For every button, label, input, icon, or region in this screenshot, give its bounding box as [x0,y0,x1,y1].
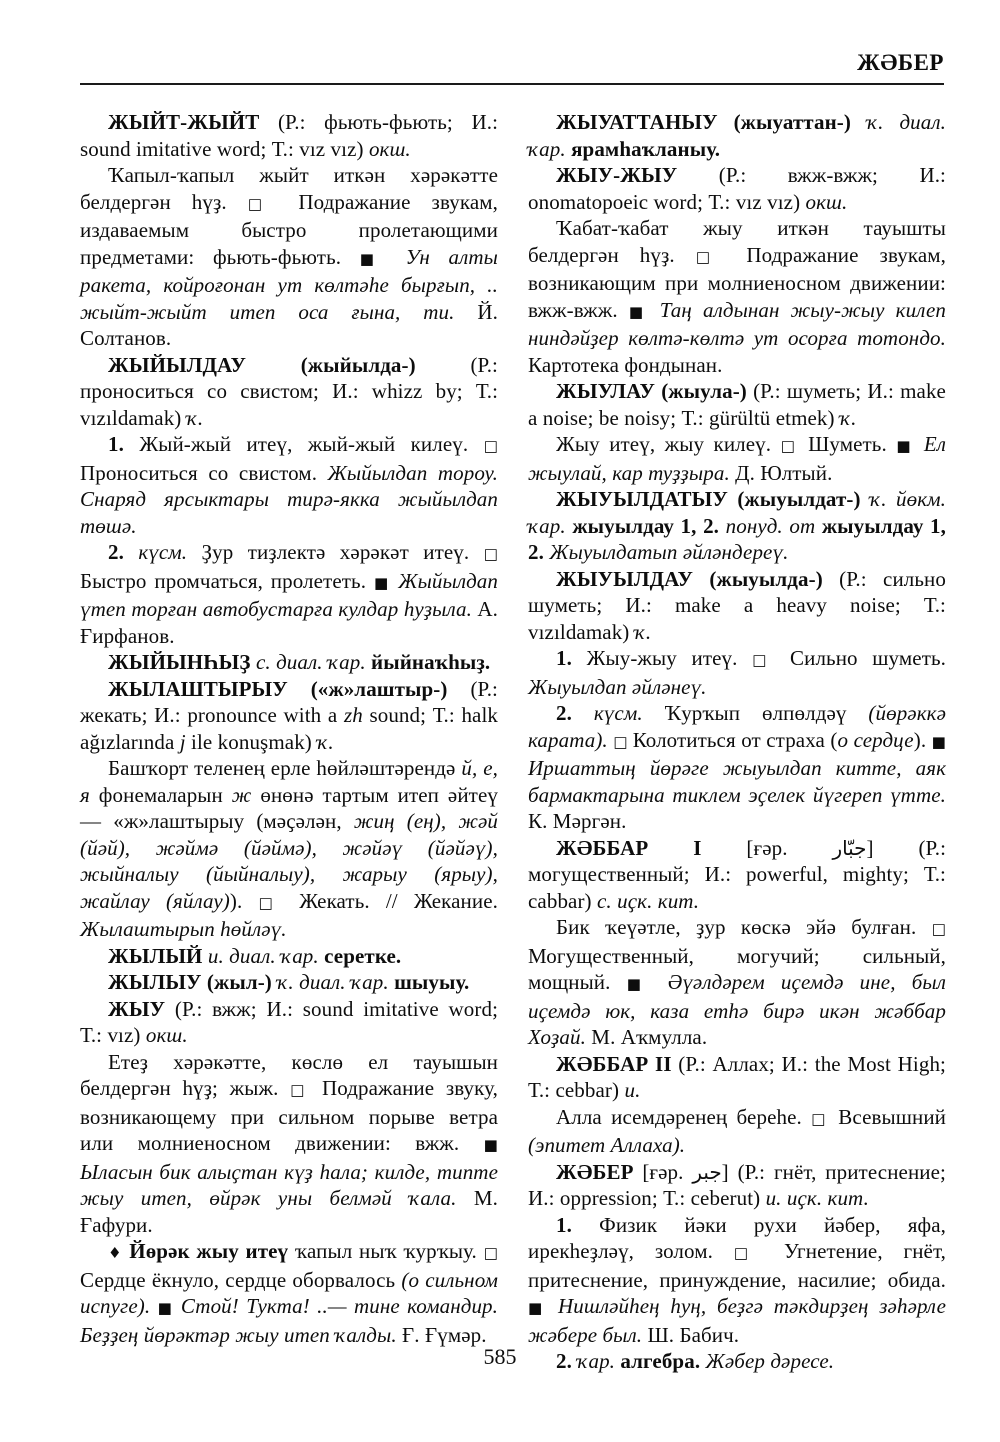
text-run: ЖЫУ [108,996,175,1021]
entry-paragraph [528,215,946,378]
text-run: Нишләйһең һуң, беҙгә тәкдирҙең зәһәрле жәбере был. [528,1294,946,1347]
text-run: Д. Юлтый. [729,460,833,485]
text-run: ҡ. йөкм. ҡар. [528,487,946,538]
column-right [528,109,946,1375]
text-run: Сильно шуметь. [790,646,946,670]
text-run: Жекать. // Жекание. [299,888,498,913]
text-run: Подражание звуку, возникающему при сильном порыве ветра или молниеносном движении: вжж. [80,1076,498,1155]
entry-paragraph [528,1104,946,1159]
text-run: 2. [556,1349,578,1373]
entry-paragraph [528,378,946,431]
text-run: Ш. Бабич. [642,1322,740,1347]
marker-glyph: □ [931,920,946,938]
text-run: ile konuşmak) [185,729,318,754]
text-run: А. Ғирфанов. [80,597,498,648]
text-run: (Р.: жекать; И.: pronounce with a [80,676,498,727]
text-run: (Р.: шуметь; И.: make a noise; be noisy; Т.: gürültü etmek) [528,379,946,430]
text-run: Угнетение, гнёт, притеснение, принуждение, насилие; обида. [528,1239,946,1292]
marker-glyph: ■ [628,302,660,321]
text-run: Ҙур тиҙлектә хәрәкәт итеү. [201,540,484,564]
text-columns [80,109,947,1375]
text-run: 2. [556,701,594,725]
text-run: (йөрәккә карата). [528,701,946,752]
text-run: جبّار [832,835,867,860]
text-run: понуд. от [725,513,822,538]
entry-paragraph [528,914,946,1051]
text-run [150,1294,157,1318]
text-run: Жыуылдап әйләнеү. [528,674,707,699]
text-run: күсм. [138,540,202,564]
text-run: ЖЫУАТТАНЫУ (жыуаттан-) [556,110,867,134]
text-run: Әүәлдәрем иҫемдә ине, был иҫемдә юк, каза етһә бирә икән жәббар Хоҙай. [528,970,946,1049]
text-run: Ҡабат-ҡабат жыу иткән тауышты белдергән һүҙ. [528,216,946,267]
marker-glyph: □ [483,437,498,455]
text-run: [ғәр. [642,1159,693,1184]
entry-paragraph [528,162,946,215]
entry-paragraph [80,1049,498,1239]
text-run: күсм. [593,701,665,725]
marker-glyph: □ [695,247,747,266]
marker-glyph: ■ [157,1299,181,1317]
text-run: (Р.: сильно шуметь; И.: make a heavy noise; Т.: vızıldamak) [528,566,946,644]
text-run: ). [229,888,259,913]
text-run: ҡ. [634,619,652,644]
page-footer [0,1344,1000,1370]
text-run: окш. [368,136,411,161]
text-run: Всевышний [838,1104,946,1129]
entry-paragraph [80,755,498,943]
text-run: sound; Т.: halk ağızlarında [80,703,498,754]
text-run: Ыласын бик алыҫтан күҙ һала; килде, типте жыу итеп, өйрәк уны белмәй ҡала. [80,1159,498,1210]
marker-glyph: □ [780,437,809,455]
text-run: с. иҫк. кит. [597,888,700,913]
entry-paragraph [80,352,498,432]
running-head-title: ЖӘБЕР [857,50,944,75]
text-run: ЖЫУЫЛДАУ (жыуылда-) [556,566,840,591]
text-run: ҡ. [839,405,857,430]
entry-paragraph [80,969,498,996]
marker-glyph: □ [733,1244,784,1262]
entry-paragraph [80,943,498,970]
text-run: Ел жыулай, кар туҙҙыра. [528,432,947,485]
text-run: Й. Солтанов. [80,299,498,350]
text-run: М. Аҡмулла. [585,1025,708,1049]
marker-glyph: ■ [528,1299,559,1317]
text-run: (Р.: фьють-фьють; И.: sound imitative word; Т.: vız vız) [80,110,498,161]
text-run: серетке. [324,943,402,968]
text-run: Ун алты ракета, койроғонан ут көлтәһе бырғып, .. жыйт-жыйт итеп оса ғына, ти. [80,244,499,324]
text-run: ЖЫУЛАУ (жыула-) [556,379,754,403]
marker-glyph: □ [752,651,790,669]
running-head [80,50,944,76]
text-run: шыуыу. [394,970,470,994]
text-run: ҡ. [186,405,204,430]
text-run: (Р.: вжж-вжж; И.: onomatopoeic word; Т.: vız vız) [528,163,946,214]
marker-glyph: □ [811,1109,839,1128]
text-run: [ғәр. [746,835,833,860]
text-run: Жәбер дәресе. [705,1349,835,1373]
text-run: Таң алдынан жыу-жыу килеп ниндәйҙер көлтә-көлтә ут осорға тотондо. [528,297,946,350]
text-run: 2. [108,540,139,564]
text-run: фонемаларын [89,782,232,807]
text-run: ЖЫЛАШТЫРЫУ («ж»лаштыр-) [108,676,471,701]
marker-glyph: □ [258,893,300,912]
marker-glyph: ■ [896,437,924,455]
entry-paragraph [528,835,946,915]
text-run: 1. [108,432,140,456]
text-run: Физик йәки рухи йәбер, яфа, ирекһеҙләү, золом. [528,1212,946,1263]
text-run: и. диал. ҡар. [207,943,325,968]
entry-paragraph [80,539,498,649]
page-number: 585 [483,1344,517,1369]
entry-paragraph [80,431,498,539]
text-run: (о сильном испуге). [80,1267,498,1318]
text-run: ҡ. [317,729,334,754]
text-run: окш. [145,1023,188,1047]
text-run: ярамһаҡланыу. [571,136,721,161]
marker-glyph: ■ [359,249,406,268]
text-run: Жый-жый итеү, жый-жый килеү. [139,432,484,456]
text-run: ж [231,782,252,807]
marker-glyph: □ [483,1244,498,1262]
entry-paragraph [528,700,946,835]
text-run: ЖӘББАР II [556,1051,679,1076]
text-run: Алла исемдәренең береһе. [556,1104,812,1129]
text-run: жиң (ең), жәй (йәй), жәймә (йәймә), жәйәү (йәйәү), жыйналыу (йыйналыу), жарыу (ярыу), жайлау (яйлау) [80,809,498,913]
marker-glyph: ■ [931,732,947,751]
text-run: ). [913,727,932,752]
text-run: Стой! Тукта! ..— тине командир. Беҙҙең йөрәктәр жыу итеп ҡалды. [80,1294,499,1347]
text-run: Иршаттың йөрәге жыуылдап китте, аяк бармактарына тиклем эҫелек йүгереп үтте. [528,756,946,807]
text-run: ] (Р.: гнёт, притеснение; И.: oppression; Т.: ceberut) [528,1159,946,1210]
text-run: Ҡурҡып өлпөлдәү [664,701,869,725]
text-run: жыуылдау 1, 2. [528,513,947,564]
text-run: й, е, я [80,756,498,807]
text-run: (Р.: вжж; И.: sound imitative word; Т.: vız) [80,996,498,1047]
text-run: Жылаштырып һөйләү. [80,917,287,941]
text-run: (эпитет Аллаха). [528,1133,686,1157]
marker-glyph: ■ [483,1136,498,1154]
entry-paragraph [80,1238,498,1348]
text-run: Подражание звукам, издаваемым быстро пролетающими предметами: фьють-фьють. [80,189,498,269]
text-run: ҡар. [577,1349,621,1373]
text-run: Колотиться от страха ( [632,727,838,752]
entry-paragraph [80,109,498,162]
entry-paragraph [528,486,946,566]
text-run: Жыуылдатып әйләндереү. [549,540,789,564]
entry-paragraph [528,1212,946,1349]
text-run: (Р.: Аллах; И.: the Most High; Т.: cebbar) [528,1051,946,1102]
text-run: ЖЫЛЫЙ [108,943,208,968]
text-run: ҡ. диал. ҡар. [528,110,946,161]
text-run: ЖЫЛЫУ (жыл-) [108,970,278,994]
marker-glyph: ♦ [108,1244,130,1262]
text-run: Етеҙ хәрәкәтте, көслө ел тауышын белдергән һүҙ; жыж. [80,1049,498,1100]
text-run: Йөрәк жыу итеү [129,1239,295,1263]
text-run: Сердце ёкнуло, сердце оборвалось [80,1267,402,1292]
text-run: جبر [692,1159,722,1184]
text-run: ЖЫЙЫЛДАУ (жыйылда-) [108,352,471,377]
text-run: Подражание звукам, возникающим при молниеносном движении: вжж-вжж. [528,242,946,322]
text-run: Бик ҡеүәтле, ҙур көскә эйә булған. [556,915,932,939]
text-run: ЖЫЙЫНҺЫҘ [108,650,256,674]
text-run: Жыйылдап тороу. Снаряд ярсыктары тирә-якка жыйылдап төшә. [80,460,498,538]
text-run: Ҡапыл-ҡапыл жыйт иткән хәрәкәтте белдергән һүҙ. [80,163,498,214]
entry-paragraph [80,676,498,756]
column-left [80,109,498,1375]
entry-paragraph [528,566,946,646]
text-run: (Р.: проноситься со свистом; И.: whizz by; Т.: vızıldamak) [80,352,498,430]
marker-glyph: □ [483,545,498,563]
text-run: Жыу-жыу итеү. [586,646,753,670]
text-run: ЖЫУЫЛДАТЫУ (жыуылдат-) [556,487,871,511]
marker-glyph: □ [290,1081,322,1099]
text-run: 1. [556,646,587,670]
text-run: өнөнә тартым итеп әйтеү — «ж»лаштырыу (мәҫәлән, [80,782,498,833]
text-run: йыйнаҡһыҙ. [371,650,491,674]
text-run: алгебра. [620,1349,706,1373]
text-run: Шуметь. [808,432,897,456]
header-rule [80,83,944,85]
text-run: ЖЫУ-ЖЫУ [556,163,719,187]
entry-paragraph [80,996,498,1049]
text-run: zh [343,703,363,727]
marker-glyph: □ [247,194,299,213]
text-run: М. Ғафури. [80,1186,499,1237]
text-run: и. иҫк. кит. [765,1186,869,1210]
entry-paragraph [528,1159,946,1212]
marker-glyph: ■ [626,975,668,993]
text-run: j [179,729,186,754]
text-run: Проноситься со свистом. [80,460,328,485]
text-run: Картотека фондынан. [528,352,723,377]
text-run: Быстро промчаться, пролететь. [80,568,374,593]
text-run: 1. [556,1212,600,1237]
marker-glyph: ■ [373,573,399,592]
text-run: ҡапыл ныҡ ҡурҡыу. [294,1239,484,1263]
text-run: с. диал. ҡар. [255,650,372,674]
text-run: ЖЫЙТ-ЖЫЙТ [108,110,278,134]
text-run: ] (Р.: могущественный; И.: powerful, mighty; Т.: cabbar) [528,835,946,913]
text-run: жыуылдау 1, 2. [572,513,726,538]
text-run: окш. [805,189,848,214]
entry-paragraph [80,649,498,676]
entry-paragraph [80,162,498,352]
entry-paragraph [528,431,946,486]
entry-paragraph [528,1051,946,1104]
text-run: ЖӘБЕР [556,1159,643,1184]
text-run: Жыйылдап үтеп торған автобустарға кулдар һуҙыла. [80,568,499,621]
text-run: К. Мәргән. [528,809,627,833]
text-run: и. [624,1078,641,1102]
marker-glyph: □ [613,732,633,751]
text-run: Башҡорт теленең ерле һөйләштәрендә [108,756,462,780]
text-run: о сердце [837,727,914,752]
entry-paragraph [528,645,946,700]
text-run: ЖӘББАР I [556,835,747,860]
text-run: Жыу итеү, жыу килеү. [556,432,781,456]
text-run: Могущественный, могучий; сильный, мощный. [528,943,946,994]
text-run: Ғ. Ғүмәр. [396,1322,487,1347]
text-run: ҡ. диал. ҡар. [277,970,395,994]
entry-paragraph [528,109,946,162]
